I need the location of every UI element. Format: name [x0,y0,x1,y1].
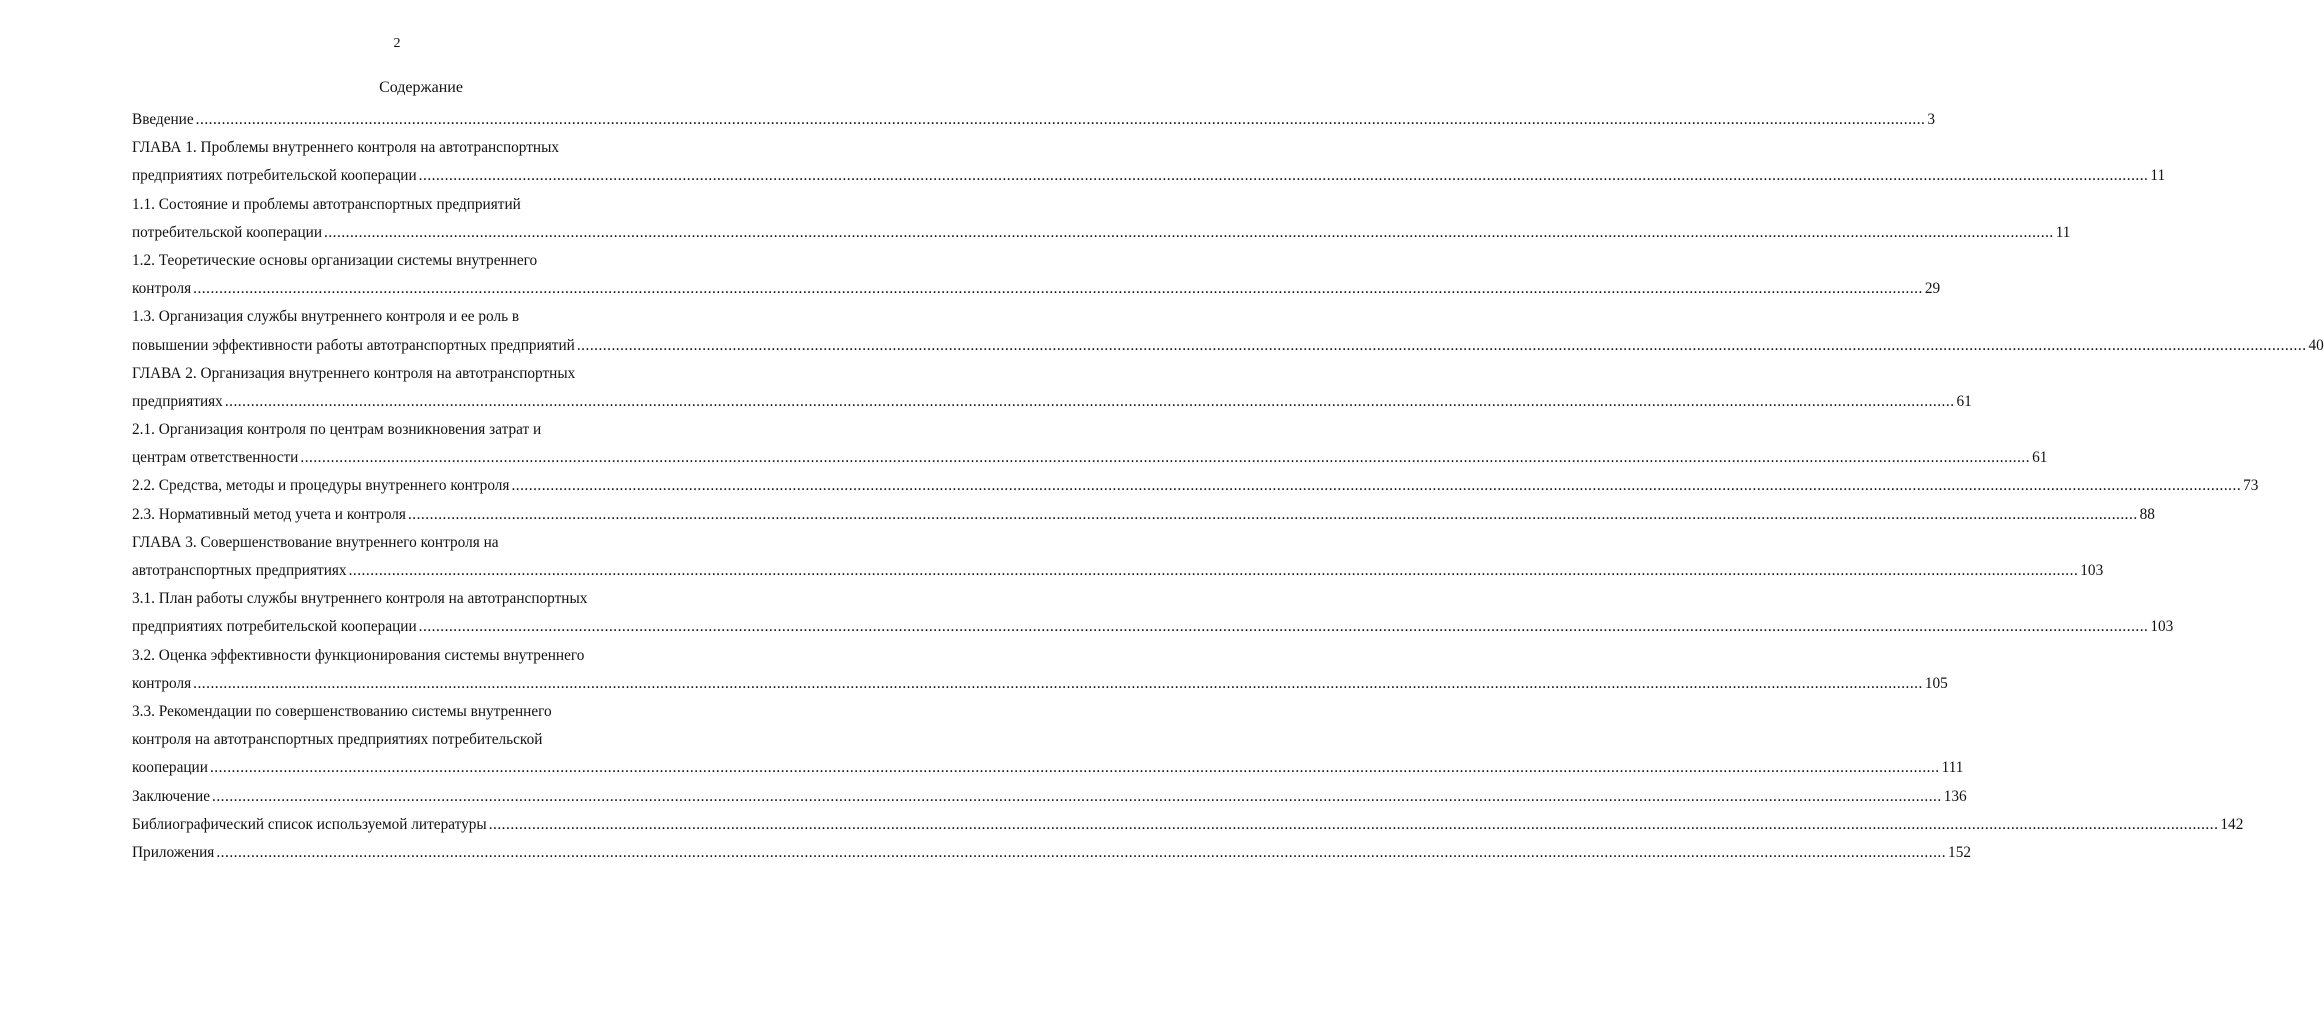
dot-leader: ................................................................................................................................................................................................................................................................................................................................................................................................................ [488,815,2219,833]
toc-entry-title: Библиографический список используемой литературы [132,815,487,833]
toc-entry-title: Приложения [132,843,215,861]
toc-entry-last-line [132,275,1941,303]
toc-entry-title: предприятиях [132,392,223,410]
toc-page-number: 73 [2243,477,2259,495]
dot-leader: ................................................................................................................................................................................................................................................................................................................................................................................................................ [193,280,1923,298]
toc-entry-title: потребительской кооперации [132,223,323,241]
dot-leader: ................................................................................................................................................................................................................................................................................................................................................................................................................ [576,336,2307,354]
dot-leader: ................................................................................................................................................................................................................................................................................................................................................................................................................ [224,392,1955,410]
dot-leader: ................................................................................................................................................................................................................................................................................................................................................................................................................ [216,843,1947,861]
toc-page-number: 136 [1943,787,1967,805]
dot-leader: ................................................................................................................................................................................................................................................................................................................................................................................................................ [209,759,1940,777]
page-number: 2 [393,36,401,51]
toc-entry[interactable] [132,247,1941,303]
toc-entry[interactable] [132,134,2166,190]
dot-leader: ................................................................................................................................................................................................................................................................................................................................................................................................................ [300,449,2031,467]
toc-page-number: 103 [2080,562,2104,579]
toc-entry[interactable] [132,360,1972,416]
toc-entry-last-line [132,670,1948,698]
toc-entry-title: повышении эффективности работы автотранспортных предприятий [132,336,575,354]
toc-title: Содержание [379,79,463,96]
toc-entry[interactable] [132,106,1936,134]
toc-entry-title: предприятиях потребительской кооперации [132,618,417,636]
toc-entry-title: центрам ответственности [132,449,299,467]
toc-page-number: 40 [2308,336,2324,354]
dot-leader: ................................................................................................................................................................................................................................................................................................................................................................................................................ [212,787,1942,805]
toc-entry[interactable] [132,839,1971,867]
toc-entry-title: Введение [132,111,194,128]
toc-entry-text-line: ГЛАВА 3. Совершенствование внутреннего контроля на [132,533,499,551]
toc-entry[interactable] [132,416,2048,472]
toc-entry-last-line [132,472,2259,500]
toc-entry-last-line [132,754,1964,782]
toc-entry-last-line [132,839,1971,867]
toc-entry-text-line: 3.1. План работы службы внутреннего контроля на автотранспортных [132,590,588,608]
toc-page-number: 29 [1924,280,1941,298]
toc-entry-text-line: 2.1. Организация контроля по центрам возникновения затрат и [132,421,542,439]
dot-leader: ................................................................................................................................................................................................................................................................................................................................................................................................................ [195,111,1926,128]
toc-entry-title: предприятиях потребительской кооперации [132,167,417,185]
toc-page-number: 61 [1956,392,1972,410]
dot-leader: ................................................................................................................................................................................................................................................................................................................................................................................................................ [193,674,1923,692]
toc-page-number: 103 [2150,618,2174,636]
toc-entry-text-line: 1.2. Теоретические основы организации системы внутреннего [132,251,538,269]
toc-entry-text-line: ГЛАВА 2. Организация внутреннего контроля на автотранспортных [132,364,576,382]
toc-entry-last-line [132,501,2155,529]
toc-entry[interactable] [132,303,2324,359]
toc-entry[interactable] [132,811,2244,839]
toc-entry-title: 2.3. Нормативный метод учета и контроля [132,505,406,523]
toc-entry-title: контроля [132,674,192,692]
toc-page-number: 11 [2055,223,2071,241]
toc-entry-title: кооперации [132,759,208,777]
toc-entry-text-line: контроля на автотранспортных предприятиях потребительской [132,731,543,749]
toc-page-number: 152 [1948,843,1971,861]
toc-entry[interactable] [132,472,2259,500]
dot-leader: ................................................................................................................................................................................................................................................................................................................................................................................................................ [407,505,2138,523]
toc-page-number: 88 [2139,505,2155,523]
toc-entry[interactable] [132,585,2174,641]
toc-entry-title: 2.2. Средства, методы и процедуры внутреннего контроля [132,477,510,495]
dot-leader: ................................................................................................................................................................................................................................................................................................................................................................................................................ [418,618,2149,636]
toc-entry-last-line [132,332,2324,360]
toc-entry-title: контроля [132,280,192,298]
table-of-contents [132,106,2324,867]
toc-entry-last-line [132,106,1936,134]
toc-entry[interactable] [132,529,2104,585]
dot-leader: ................................................................................................................................................................................................................................................................................................................................................................................................................ [418,167,2149,185]
toc-entry-last-line [132,557,2104,585]
toc-entry-last-line [132,613,2174,641]
toc-entry[interactable] [132,642,1948,698]
dot-leader: ................................................................................................................................................................................................................................................................................................................................................................................................................ [348,562,2079,579]
toc-page-number: 3 [1927,111,1936,128]
toc-entry-title: Заключение [132,787,211,805]
toc-entry-text-line: ГЛАВА 1. Проблемы внутреннего контроля на автотранспортных [132,139,560,157]
toc-entry-text-line: 3.2. Оценка эффективности функционирования системы внутреннего [132,646,585,664]
toc-entry-last-line [132,783,1967,811]
toc-entry-text-line: 3.3. Рекомендации по совершенствованию системы внутреннего [132,702,552,720]
toc-entry-last-line [132,811,2244,839]
toc-entry-last-line [132,219,2071,247]
toc-entry-last-line [132,388,1972,416]
toc-entry-title: автотранспортных предприятиях [132,562,347,579]
toc-entry[interactable] [132,501,2155,529]
dot-leader: ................................................................................................................................................................................................................................................................................................................................................................................................................ [511,477,2242,495]
toc-entry[interactable] [132,783,1967,811]
toc-entry-text-line: 1.1. Состояние и проблемы автотранспортных предприятий [132,195,521,213]
toc-entry-last-line [132,444,2048,472]
toc-entry[interactable] [132,698,1964,783]
toc-entry-last-line [132,162,2166,190]
toc-entry[interactable] [132,191,2071,247]
toc-entry-text-line: 1.3. Организация службы внутреннего контроля и ее роль в [132,308,520,326]
toc-page-number: 105 [1924,674,1948,692]
toc-page-number: 142 [2220,815,2244,833]
toc-page-number: 111 [1941,759,1964,777]
toc-page-number: 61 [2032,449,2048,467]
toc-page-number: 11 [2150,167,2166,185]
dot-leader: ................................................................................................................................................................................................................................................................................................................................................................................................................ [324,223,2054,241]
